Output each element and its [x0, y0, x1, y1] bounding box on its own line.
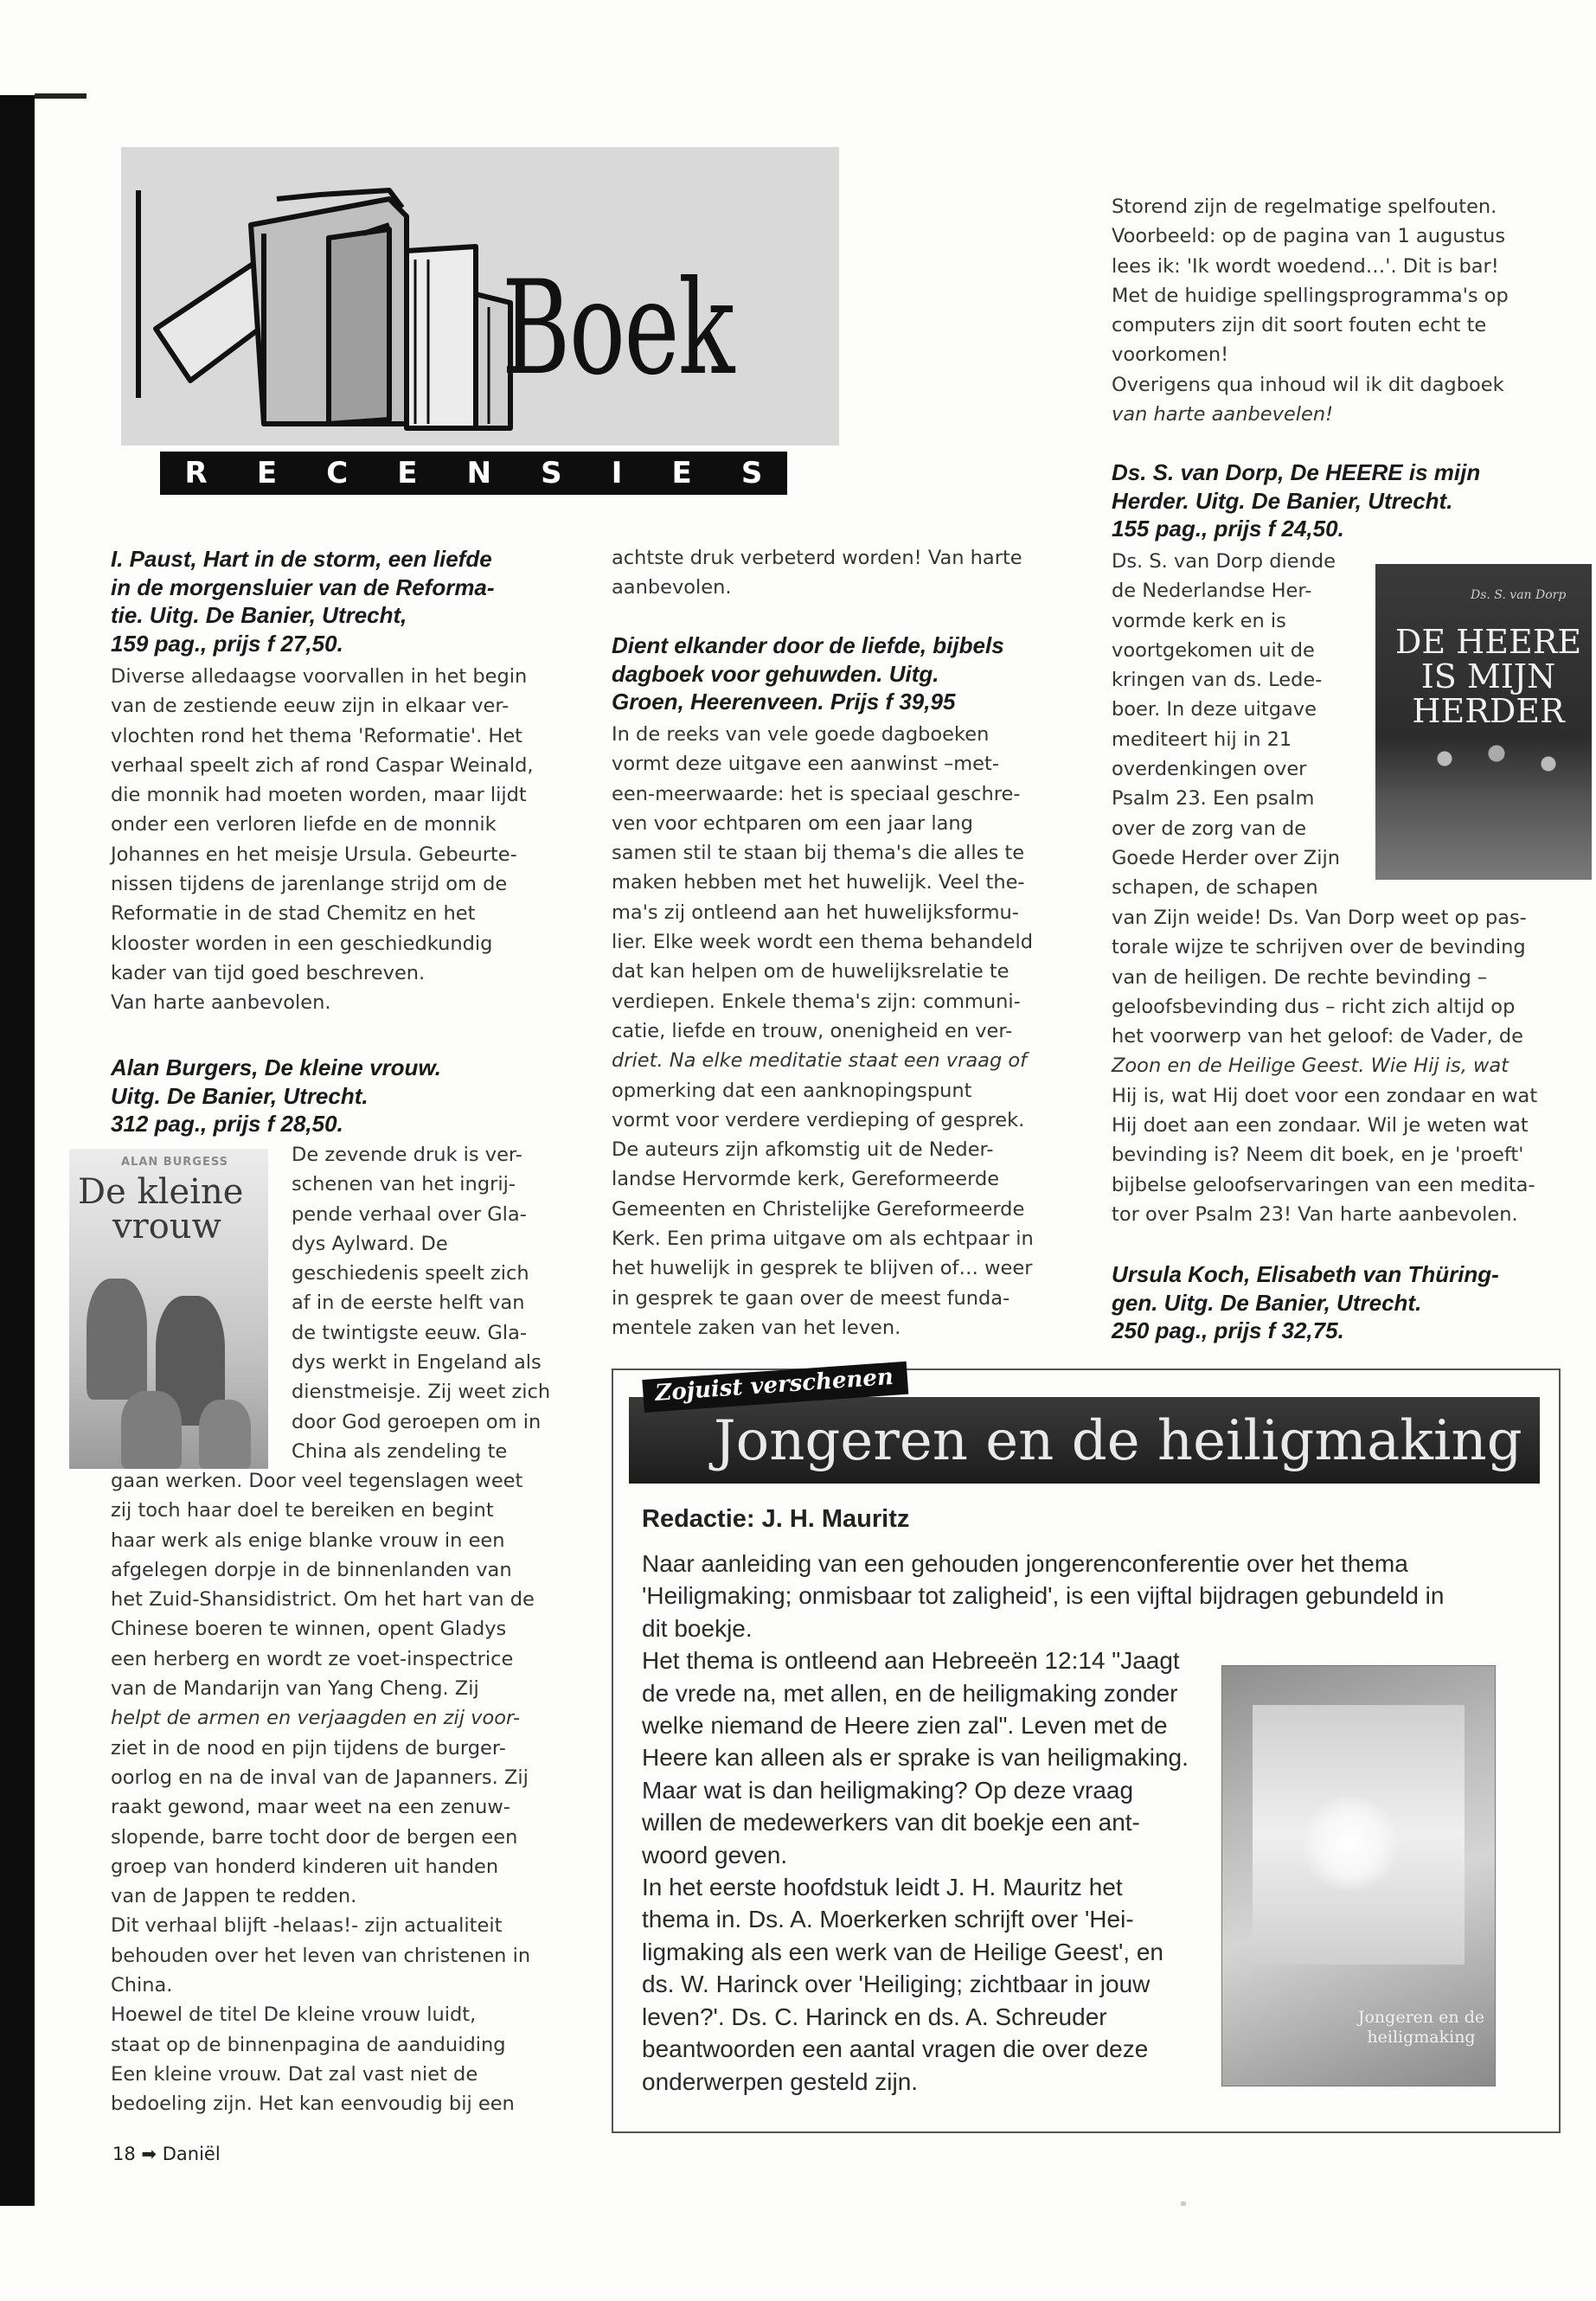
subtitle-letter: S [740, 456, 763, 490]
subtitle-letter: N [466, 456, 492, 490]
arrow-icon: ➡ [141, 2144, 157, 2164]
new-release-kicker: Zojuist verschenen [642, 1362, 908, 1413]
review-heading-de-heere-is-mijn-herder: Ds. S. van Dorp, De HEERE is mijn Herder. Uitg. De Banier, Utrecht. 155 pag., prijs f 24,50. [1112, 459, 1481, 542]
cover-author: Ds. S. van Dorp [1471, 588, 1567, 602]
section-subtitle-bar [160, 452, 787, 495]
cover-title: DE HEERE IS MIJN HERDER [1394, 623, 1582, 730]
book-cover-de-heere-is-mijn-herder [1375, 564, 1592, 880]
subtitle-letter: S [541, 456, 562, 490]
review-body-de-heere-narrow: Ds. S. van Dorp diende de Nederlandse Her- vormde kerk en is voortgekomen uit de kringen van ds. Lede- boer. In deze uitgave mediteert hij in 21 overdenkingen over Psalm 23. Een psalm over de zorg van de Goede Herder over Zijn schapen, de schapen [1112, 550, 1340, 900]
review-body-dient-elkander: In de reeks van vele goede dagboeken vormt deze uitgave een aanwinst –met- een-meerwaarde: het is speciaal geschre- ven voor echtparen om een jaar lang samen stil te staan bij thema's die alles te maken hebben met het huwelijk. Veel the- ma's zij ontleend aan het huwelijksformu- lier. Elke week wordt een thema behandeld dat kan helpen om de huwelijksrelatie te verdiepen. Enkele thema's zijn: communi- catie, liefde en trouw, onenigheid en ver- driet. Na elke meditatie staat een vraag of opmerking dat een aanknopingspunt vormt voor verdere verdieping of gesprek. De auteurs zijn afkomstig uit de Neder- landse Hervormde kerk, Gereformeerde Gemeenten en Christelijke Gereformeerde Kerk. Een prima uitgave om als echtpaar in het huwelijk in gesprek te blijven of… weer in gesprek te gaan over de meest funda- mentele zaken van het leven. [612, 723, 1034, 1339]
subtitle-letter: E [256, 456, 278, 490]
book-cover-jongeren-en-de-heiligmaking [1221, 1665, 1496, 2086]
new-release-editor: Redactie: J. H. Mauritz [642, 1505, 910, 1533]
scan-speck [1181, 2202, 1186, 2206]
review-heading-de-kleine-vrouw: Alan Burgers, De kleine vrouw. Uitg. De Banier, Utrecht. 312 pag., prijs f 28,50. [111, 1054, 441, 1137]
review-body-de-kleine-vrouw-narrow: De zevende druk is ver- schenen van het ingrij- pende verhaal over Gla- dys Aylward. De geschiedenis speelt zich af in de eerste helft van de twintigste eeuw. Gla- dys werkt in Engeland als dienstmeisje. Zij weet zich door God geroepen om in China als zendeling te [292, 1144, 551, 1463]
subtitle-letter: C [326, 456, 349, 490]
cover-author: ALAN BURGESS [121, 1156, 228, 1169]
cover-title: De kleine vrouw [78, 1172, 244, 1247]
book-cover-de-kleine-vrouw [69, 1149, 268, 1469]
page-edge-shadow [0, 95, 35, 2206]
new-release-body: Naar aanleiding van een gehouden jongerenconferentie over het thema 'Heiligmaking; onmisbaar tot zaligheid', is een vijftal bijdragen gebundeld in dit boekje. Het thema is ontleend aan Hebreeën 12:14 "Jaagt de vrede na, met allen, en de heiligmaking zonder welke niemand de Heere zien zal". Leven met de Heere kan alleen als er sprake is van heiligmaking. Maar wat is dan heiligmaking? Op deze vraag willen de medewerkers van dit boekje een ant- woord geven. In het eerste hoofdstuk leidt J. H. Mauritz het thema in. Ds. A. Moerkerken schrijft over 'Hei- ligmaking als een werk van de Heilige Geest', en ds. W. Harinck over 'Heiliging; zichtbaar in jouw leven?'. Ds. C. Harinck en ds. A. Schreuder beantwoorden een aantal vragen die over deze onderwerpen gesteld zijn. [642, 1550, 1445, 2095]
review-continuation-dient-elkander: Storend zijn de regelmatige spelfouten. Voorbeeld: op de pagina van 1 augustus lees ik: 'Ik wordt woedend…'. Dit is bar! Met de huidige spellingsprogramma's op computers zijn dit soort fouten echt te voorkomen! Overigens qua inhoud wil ik dit dagboek van harte aanbevelen! [1112, 195, 1509, 426]
flower-image [1298, 1796, 1402, 1891]
magazine-name: Daniël [162, 2144, 221, 2164]
subtitle-letter: E [397, 456, 418, 490]
review-body-de-heere-wide: van Zijn weide! Ds. Van Dorp weet op pas- torale wijze te schrijven over de bevinding van de heiligen. De rechte bevinding – geloofsbevinding dus – richt zich altijd op het voorwerp van het geloof: de Vader, de Zoon en de Heilige Geest. Wie Hij is, wat Hij is, wat Hij doet voor een zondaar en wat Hij doet aan een zondaar. Wil je weten wat bevinding is? Neem dit boek, en je 'proeft' bijbelse geloofservaringen van een medita- tor over Psalm 23! Van harte aanbevolen. [1112, 907, 1538, 1226]
new-release-title: Jongeren en de heiligmaking [714, 1409, 1522, 1473]
review-continuation-de-kleine-vrouw: achtste druk verbeterd worden! Van harte aanbevolen. [612, 547, 1022, 599]
page-footer [112, 2144, 221, 2164]
page-number: 18 [112, 2144, 136, 2164]
subtitle-letter: I [611, 456, 623, 490]
subtitle-letter: R [184, 456, 208, 490]
section-title: Boek [502, 253, 734, 404]
top-rule [35, 93, 87, 99]
subtitle-letter: E [671, 456, 692, 490]
cover-title: Jongeren en de heiligmaking [1357, 2008, 1485, 2047]
review-heading-elisabeth-van-thuringen: Ursula Koch, Elisabeth van Thüring- gen. Uitg. De Banier, Utrecht. 250 pag., prijs f 32,75. [1112, 1261, 1499, 1343]
review-heading-hart-in-de-storm: I. Paust, Hart in de storm, een liefde in de morgensluier van de Reforma- tie. Uitg. De Banier, Utrecht, 159 pag., prijs f 27,50. [111, 546, 495, 657]
review-body-hart-in-de-storm: Diverse alledaagse voorvallen in het begin van de zestiende eeuw zijn in elkaar ver- vlochten rond het thema 'Reformatie'. Het verhaal speelt zich af rond Caspar Weinald, die monnik had moeten worden, maar lijdt onder een verloren liefde en de monnik Johannes en het meisje Ursula. Gebeurte- nissen tijdens de jarenlange strijd om de Reformatie in de stad Chemitz en het klooster worden in een geschiedkundig kader van tijd goed beschreven. Van harte aanbevolen. [111, 665, 534, 1015]
review-body-de-kleine-vrouw-wide: gaan werken. Door veel tegenslagen weet zij toch haar doel te bereiken en begint haar werk als enige blanke vrouw in een afgelegen dorpje in de binnenlanden van het Zuid-Shansidistrict. Om het hart van de Chinese boeren te winnen, opent Gladys een herberg en wordt ze voet-inspectrice van de Mandarijn van Yang Cheng. Zij helpt de armen en verjaagden en zij voor- ziet in de nood en pijn tijdens de burger- oorlog en na de inval van de Japanners. Zij raakt gewond, maar weet na een zenuw- slopende, barre tocht door de bergen een groep van honderd kinderen uit handen van de Jappen te redden. Dit verhaal blijft -helaas!- zijn actualiteit behouden over het leven van christenen in China. Hoewel de titel De kleine vrouw luidt, staat op de binnenpagina de aanduiding Een kleine vrouw. Dat zal vast niet de bedoeling zijn. Het kan eenvoudig bij een [111, 1470, 535, 2116]
review-heading-dient-elkander: Dient elkander door de liefde, bijbels dagboek voor gehuwden. Uitg. Groen, Heerenveen. Prijs f 39,95 [612, 632, 1004, 715]
